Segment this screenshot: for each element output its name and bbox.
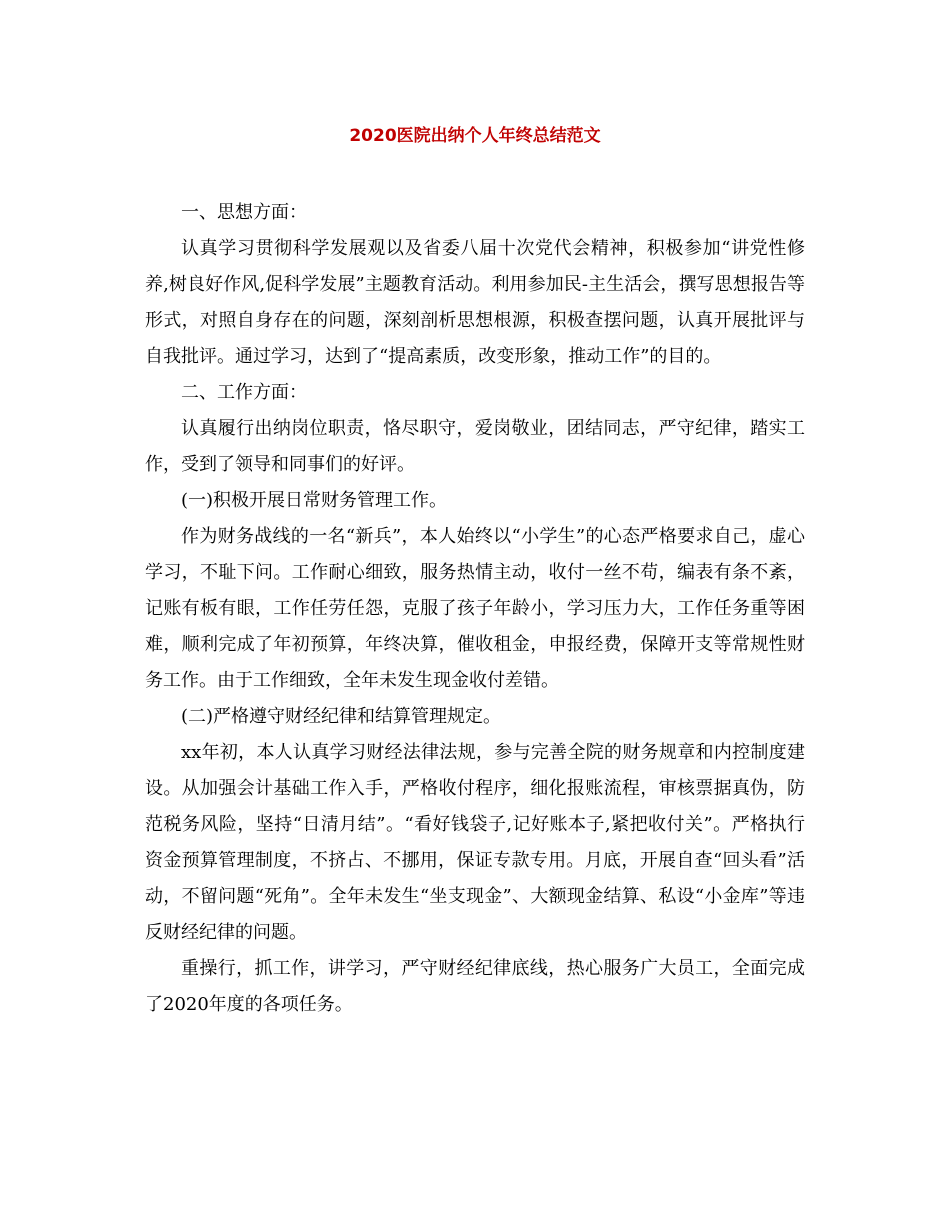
section-heading-work: 二、工作方面：: [181, 382, 307, 403]
paragraph-ideology: 认真学习贯彻科学发展观以及省委八届十次党代会精神，积极参加“讲党性修养,树良好作风,促科学发展”主题教育活动。利用参加民-主生活会，撰写思想报告等形式，对照自身存在的问题，深刻剖析思想根源，积极查摆问题，认真开展批评与自我批评。通过学习，达到了“提高素质，改变形象，推动工作”的目的。: [145, 238, 805, 367]
paragraph-conclusion: 重操行，抓工作，讲学习，严守财经纪律底线，热心服务广大员工，全面完成了2020年度的各项任务。: [145, 958, 805, 1015]
section-heading-ideology: 一、思想方面：: [181, 202, 307, 223]
paragraph-daily-finance: 作为财务战线的一名“新兵”，本人始终以“小学生”的心态严格要求自己，虚心学习，不耻下问。工作耐心细致，服务热情主动，收付一丝不苟，编表有条不紊，记账有板有眼，工作任劳任怨，克服了孩子年龄小，学习压力大，工作任务重等困难，顺利完成了年初预算，年终决算，催收租金，申报经费，保障开支等常规性财务工作。由于工作细致，全年未发生现金收付差错。: [145, 526, 805, 691]
document-title: 2020医院出纳个人年终总结范文: [349, 126, 601, 146]
subheading-financial-discipline: (二)严格遵守财经纪律和结算管理规定。: [181, 706, 502, 727]
paragraph-work-duties: 认真履行出纳岗位职责，恪尽职守，爱岗敬业，团结同志，严守纪律，踏实工作，受到了领导和同事们的好评。: [145, 418, 805, 475]
subheading-daily-finance: (一)积极开展日常财务管理工作。: [181, 490, 448, 511]
document-body: [145, 195, 805, 1023]
paragraph-financial-discipline: xx年初，本人认真学习财经法律法规，参与完善全院的财务规章和内控制度建设。从加强会计基础工作入手，严格收付程序，细化报账流程，审核票据真伪，防范税务风险，坚持“日清月结”。“看好钱袋子,记好账本子,紧把收付关”。严格执行资金预算管理制度，不挤占、不挪用，保证专款专用。月底，开展自查“回头看”活动，不留问题“死角”。全年未发生“坐支现金”、大额现金结算、私设“小金库”等违反财经纪律的问题。: [145, 742, 805, 943]
